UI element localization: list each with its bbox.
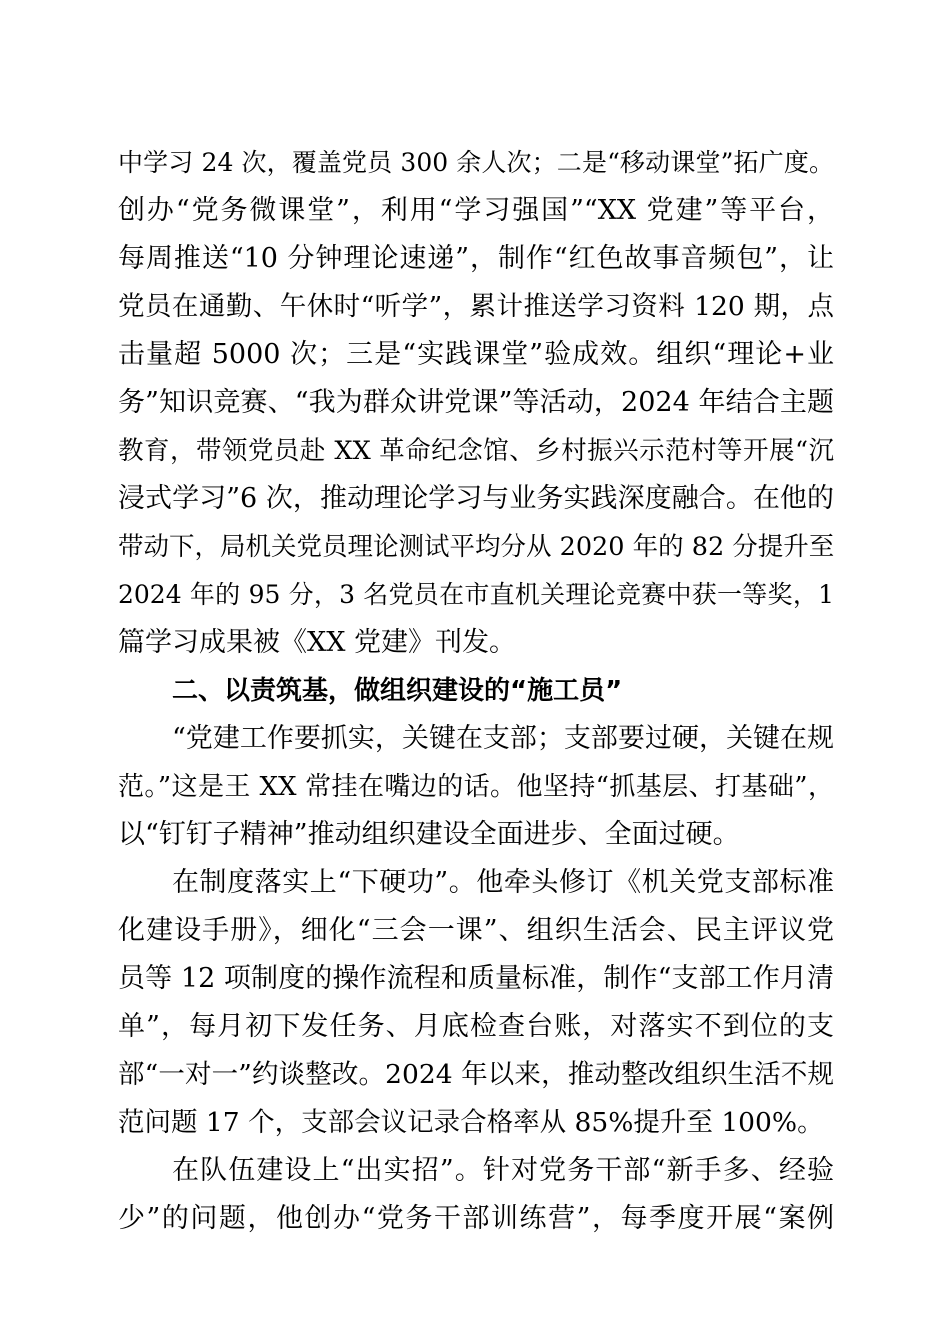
body-text-line: 以“钉钉子精神”推动组织建设全面进步、全面过硬。	[118, 819, 740, 850]
body-text-line: 范问题 17 个，支部会议记录合格率从 85%提升至 100%。	[118, 1107, 824, 1138]
body-text-line: 篇学习成果被《XX 党建》刊发。	[118, 627, 517, 658]
paragraph-first-line: “党建工作要抓实，关键在支部；支部要过硬，关键在规	[172, 723, 834, 754]
body-text-line: 部“一对一”约谈整改。2024 年以来，推动整改组织生活不规	[118, 1059, 834, 1090]
body-text-line: 化建设手册》，细化“三会一课”、组织生活会、民主评议党	[118, 915, 834, 946]
body-text-line: 教育，带领党员赴 XX 革命纪念馆、乡村振兴示范村等开展“沉	[118, 436, 834, 466]
paragraph-first-line: 在队伍建设上“出实招”。针对党务干部“新手多、经验	[172, 1155, 834, 1186]
body-text-line: 每周推送“10 分钟理论速递”，制作“红色故事音频包”，让	[118, 243, 834, 274]
body-text-line: 务”知识竞赛、“我为群众讲党课”等活动，2024 年结合主题	[118, 387, 834, 418]
body-text-line: 范。”这是王 XX 常挂在嘴边的话。他坚持“抓基层、打基础”，	[118, 772, 834, 802]
section-heading: 二、以责筑基，做组织建设的“施工员”	[172, 676, 623, 706]
body-text-line: 击量超 5000 次；三是“实践课堂”验成效。组织“理论+业	[118, 339, 834, 370]
paragraph-first-line: 在制度落实上“下硬功”。他牵头修订《机关党支部标准	[172, 867, 834, 898]
body-text-line: 党员在通勤、午休时“听学”，累计推送学习资料 120 期，点	[118, 291, 834, 322]
body-text-line: 创办“党务微课堂”，利用“学习强国”“XX 党建”等平台，	[118, 195, 834, 226]
body-text-line: 员等 12 项制度的操作流程和质量标准，制作“支部工作月清	[118, 963, 834, 994]
body-text-line: 少”的问题，他创办“党务干部训练营”，每季度开展“案例	[118, 1203, 834, 1234]
body-text-line: 浸式学习”6 次，推动理论学习与业务实践深度融合。在他的	[118, 483, 834, 514]
body-text-line: 带动下，局机关党员理论测试平均分从 2020 年的 82 分提升至	[118, 532, 835, 562]
body-text-line: 单”，每月初下发任务、月底检查台账，对落实不到位的支	[118, 1011, 834, 1042]
body-text-line: 中学习 24 次，覆盖党员 300 余人次；二是“移动课堂”拓广度。	[118, 148, 834, 177]
body-text-line: 2024 年的 95 分，3 名党员在市直机关理论竞赛中获一等奖，1	[118, 580, 834, 609]
